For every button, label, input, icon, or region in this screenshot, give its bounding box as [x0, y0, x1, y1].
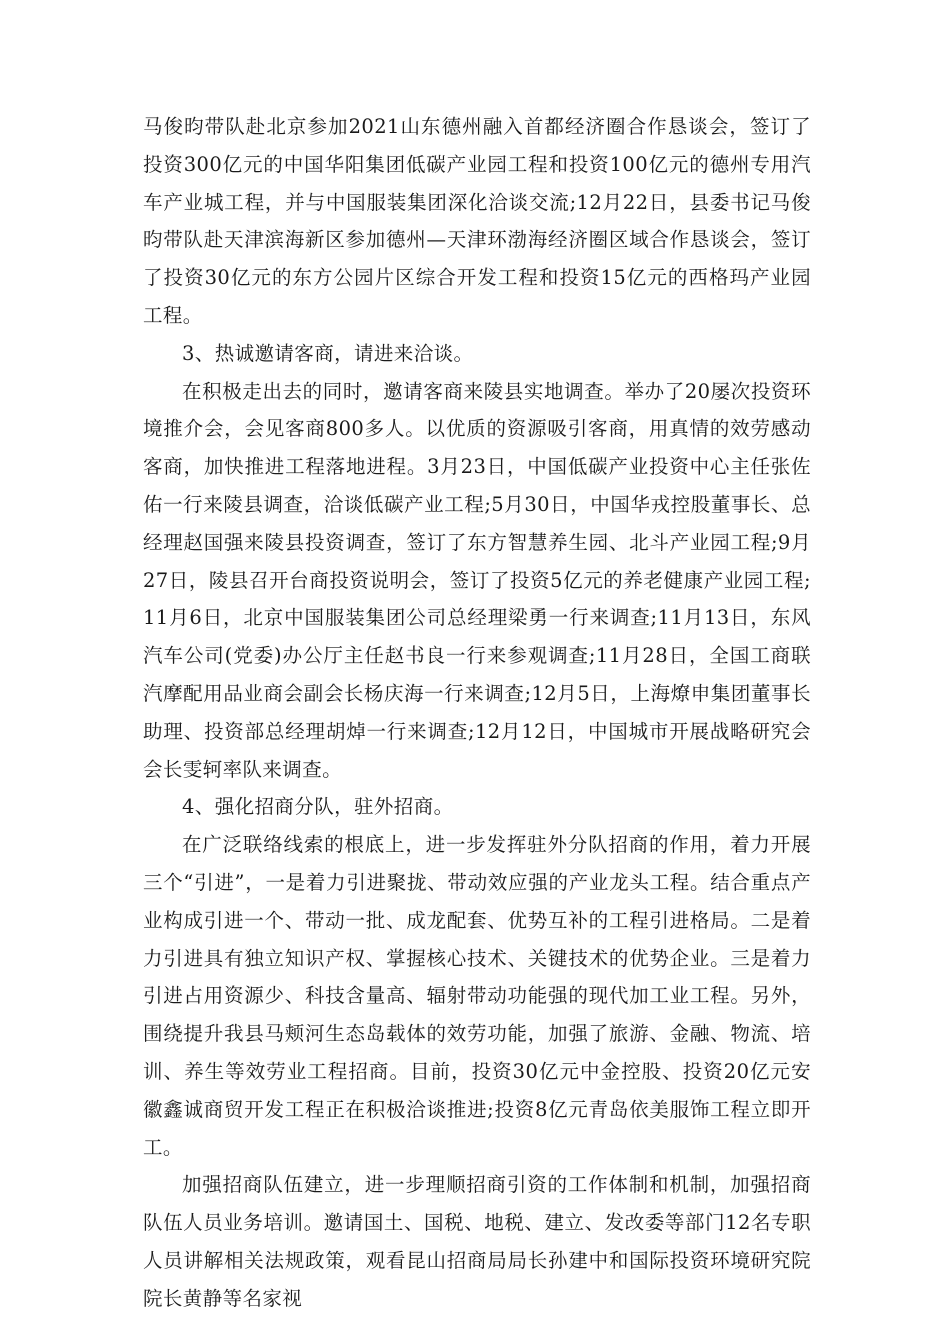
paragraph-delegation-visits: 马俊昀带队赴北京参加2021山东德州融入首都经济圈合作恳谈会，签订了投资300亿元的中国华阳集团低碳产业园工程和投资100亿元的德州专用汽车产业城工程，并与中国服装集团深化洽谈交流;12月22日，县委书记马俊昀带队赴天津滨海新区参加德州—天津环渤海经济圈区域合作恳谈会，签订了投资30亿元的东方公园片区综合开发工程和投资15亿元的西格玛产业园工程。 [143, 115, 811, 327]
paragraph-merchant-investigations: 在积极走出去的同时，邀请客商来陵县实地调查。举办了20屡次投资环境推介会，会见客商800多人。以优质的资源吸引客商，用真情的效劳感动客商，加快推进工程落地进程。3月23日，中国低碳产业投资中心主任张佐佑一行来陵县调查，洽谈低碳产业工程;5月30日，中国华戎控股董事长、总经理赵国强来陵县投资调查，签订了东方智慧养生园、北斗产业园工程;9月27日，陵县召开台商投资说明会，签订了投资5亿元的养老健康产业园工程;11月6日，北京中国服装集团公司总经理梁勇一行来调查;11月13日，东风汽车公司(党委)办公厅主任赵书良一行来参观调查;11月28日，全国工商联汽摩配用品业商会副会长杨庆海一行来调查;12月5日，上海燎申集团董事长助理、投资部总经理胡焯一行来调查;12月12日，中国城市开展战略研究会会长雯轲率队来调查。 [143, 379, 811, 781]
paragraph-three-introductions: 在广泛联络线索的根底上，进一步发挥驻外分队招商的作用，着力开展三个“引进”，一是着力引进聚拢、带动效应强的产业龙头工程。结合重点产业构成引进一个、带动一批、成龙配套、优势互补的工程引进格局。二是着力引进具有独立知识产权、掌握核心技术、关键技术的优势企业。三是着力引进占用资源少、科技含量高、辐射带动功能强的现代加工业工程。另外，围绕提升我县马颊河生态岛载体的效劳功能，加强了旅游、金融、物流、培训、养生等效劳业工程招商。目前，投资30亿元中金控股、投资20亿元安徽鑫诚商贸开发工程正在积极洽谈推进;投资8亿元青岛依美服饰工程立即开工。 [143, 833, 811, 1159]
section-heading-strengthen-teams: 4、强化招商分队，驻外招商。 [182, 795, 454, 819]
section-heading-invite-merchants: 3、热诚邀请客商，请进来洽谈。 [182, 341, 474, 365]
paragraph-team-building: 加强招商队伍建立，进一步理顺招商引资的工作体制和机制，加强招商队伍人员业务培训。邀请国土、国税、地税、建立、发改委等部门12名专职人员讲解相关法规政策，观看昆山招商局局长孙建中和国际投资环境研究院院长黄静等名家视 [143, 1173, 811, 1310]
document-body [143, 108, 811, 1318]
